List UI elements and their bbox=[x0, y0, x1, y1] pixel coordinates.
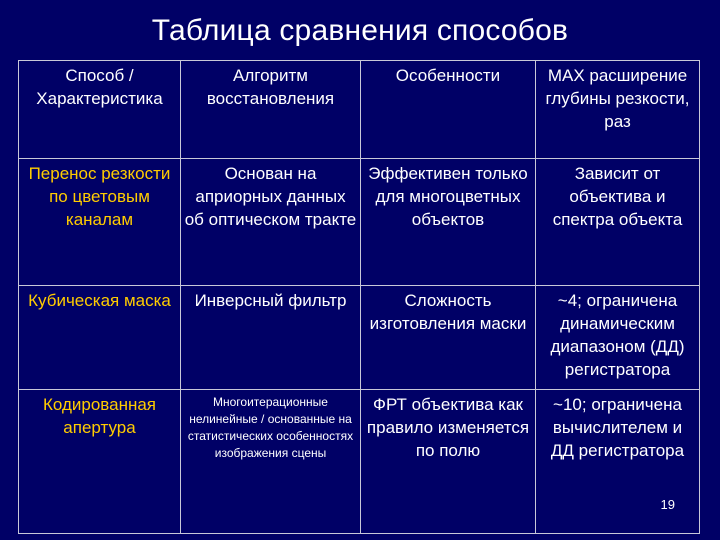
header-cell-features: Особенности bbox=[361, 61, 536, 159]
cell-algorithm: Основан на априорных данных об оптическом тракте bbox=[181, 159, 361, 286]
page-number: 19 bbox=[660, 497, 675, 512]
cell-features: Сложность изготовления маски bbox=[361, 286, 536, 390]
cell-method: Перенос резкости по цветовым каналам bbox=[19, 159, 181, 286]
cell-features: Эффективен только для многоцветных объектов bbox=[361, 159, 536, 286]
cell-features: ФРТ объектива как правило изменяется по полю bbox=[361, 390, 536, 534]
table-row bbox=[19, 390, 700, 534]
slide-title: Таблица сравнения способов bbox=[151, 14, 569, 47]
cell-max-extension: ~10; ограничена вычислителем и ДД регистратора bbox=[536, 390, 700, 534]
header-cell-algorithm: Алгоритм восстановления bbox=[181, 61, 361, 159]
table-header-row bbox=[19, 61, 700, 159]
table-row bbox=[19, 159, 700, 286]
cell-max-extension: ~4; ограничена динамическим диапазоном (ДД) регистратора bbox=[536, 286, 700, 390]
header-cell-max-extension: MAX расширение глубины резкости, раз bbox=[536, 61, 700, 159]
cell-algorithm: Инверсный фильтр bbox=[181, 286, 361, 390]
comparison-table bbox=[18, 60, 700, 534]
cell-method: Кубическая маска bbox=[19, 286, 181, 390]
header-cell-method: Способ / Характеристика bbox=[19, 61, 181, 159]
cell-algorithm: Многоитерационные нелинейные / основанные на статистических особенностях изображения сцены bbox=[181, 390, 361, 534]
cell-method: Кодированная апертура bbox=[19, 390, 181, 534]
table-row bbox=[19, 286, 700, 390]
cell-max-extension: Зависит от объектива и спектра объекта bbox=[536, 159, 700, 286]
